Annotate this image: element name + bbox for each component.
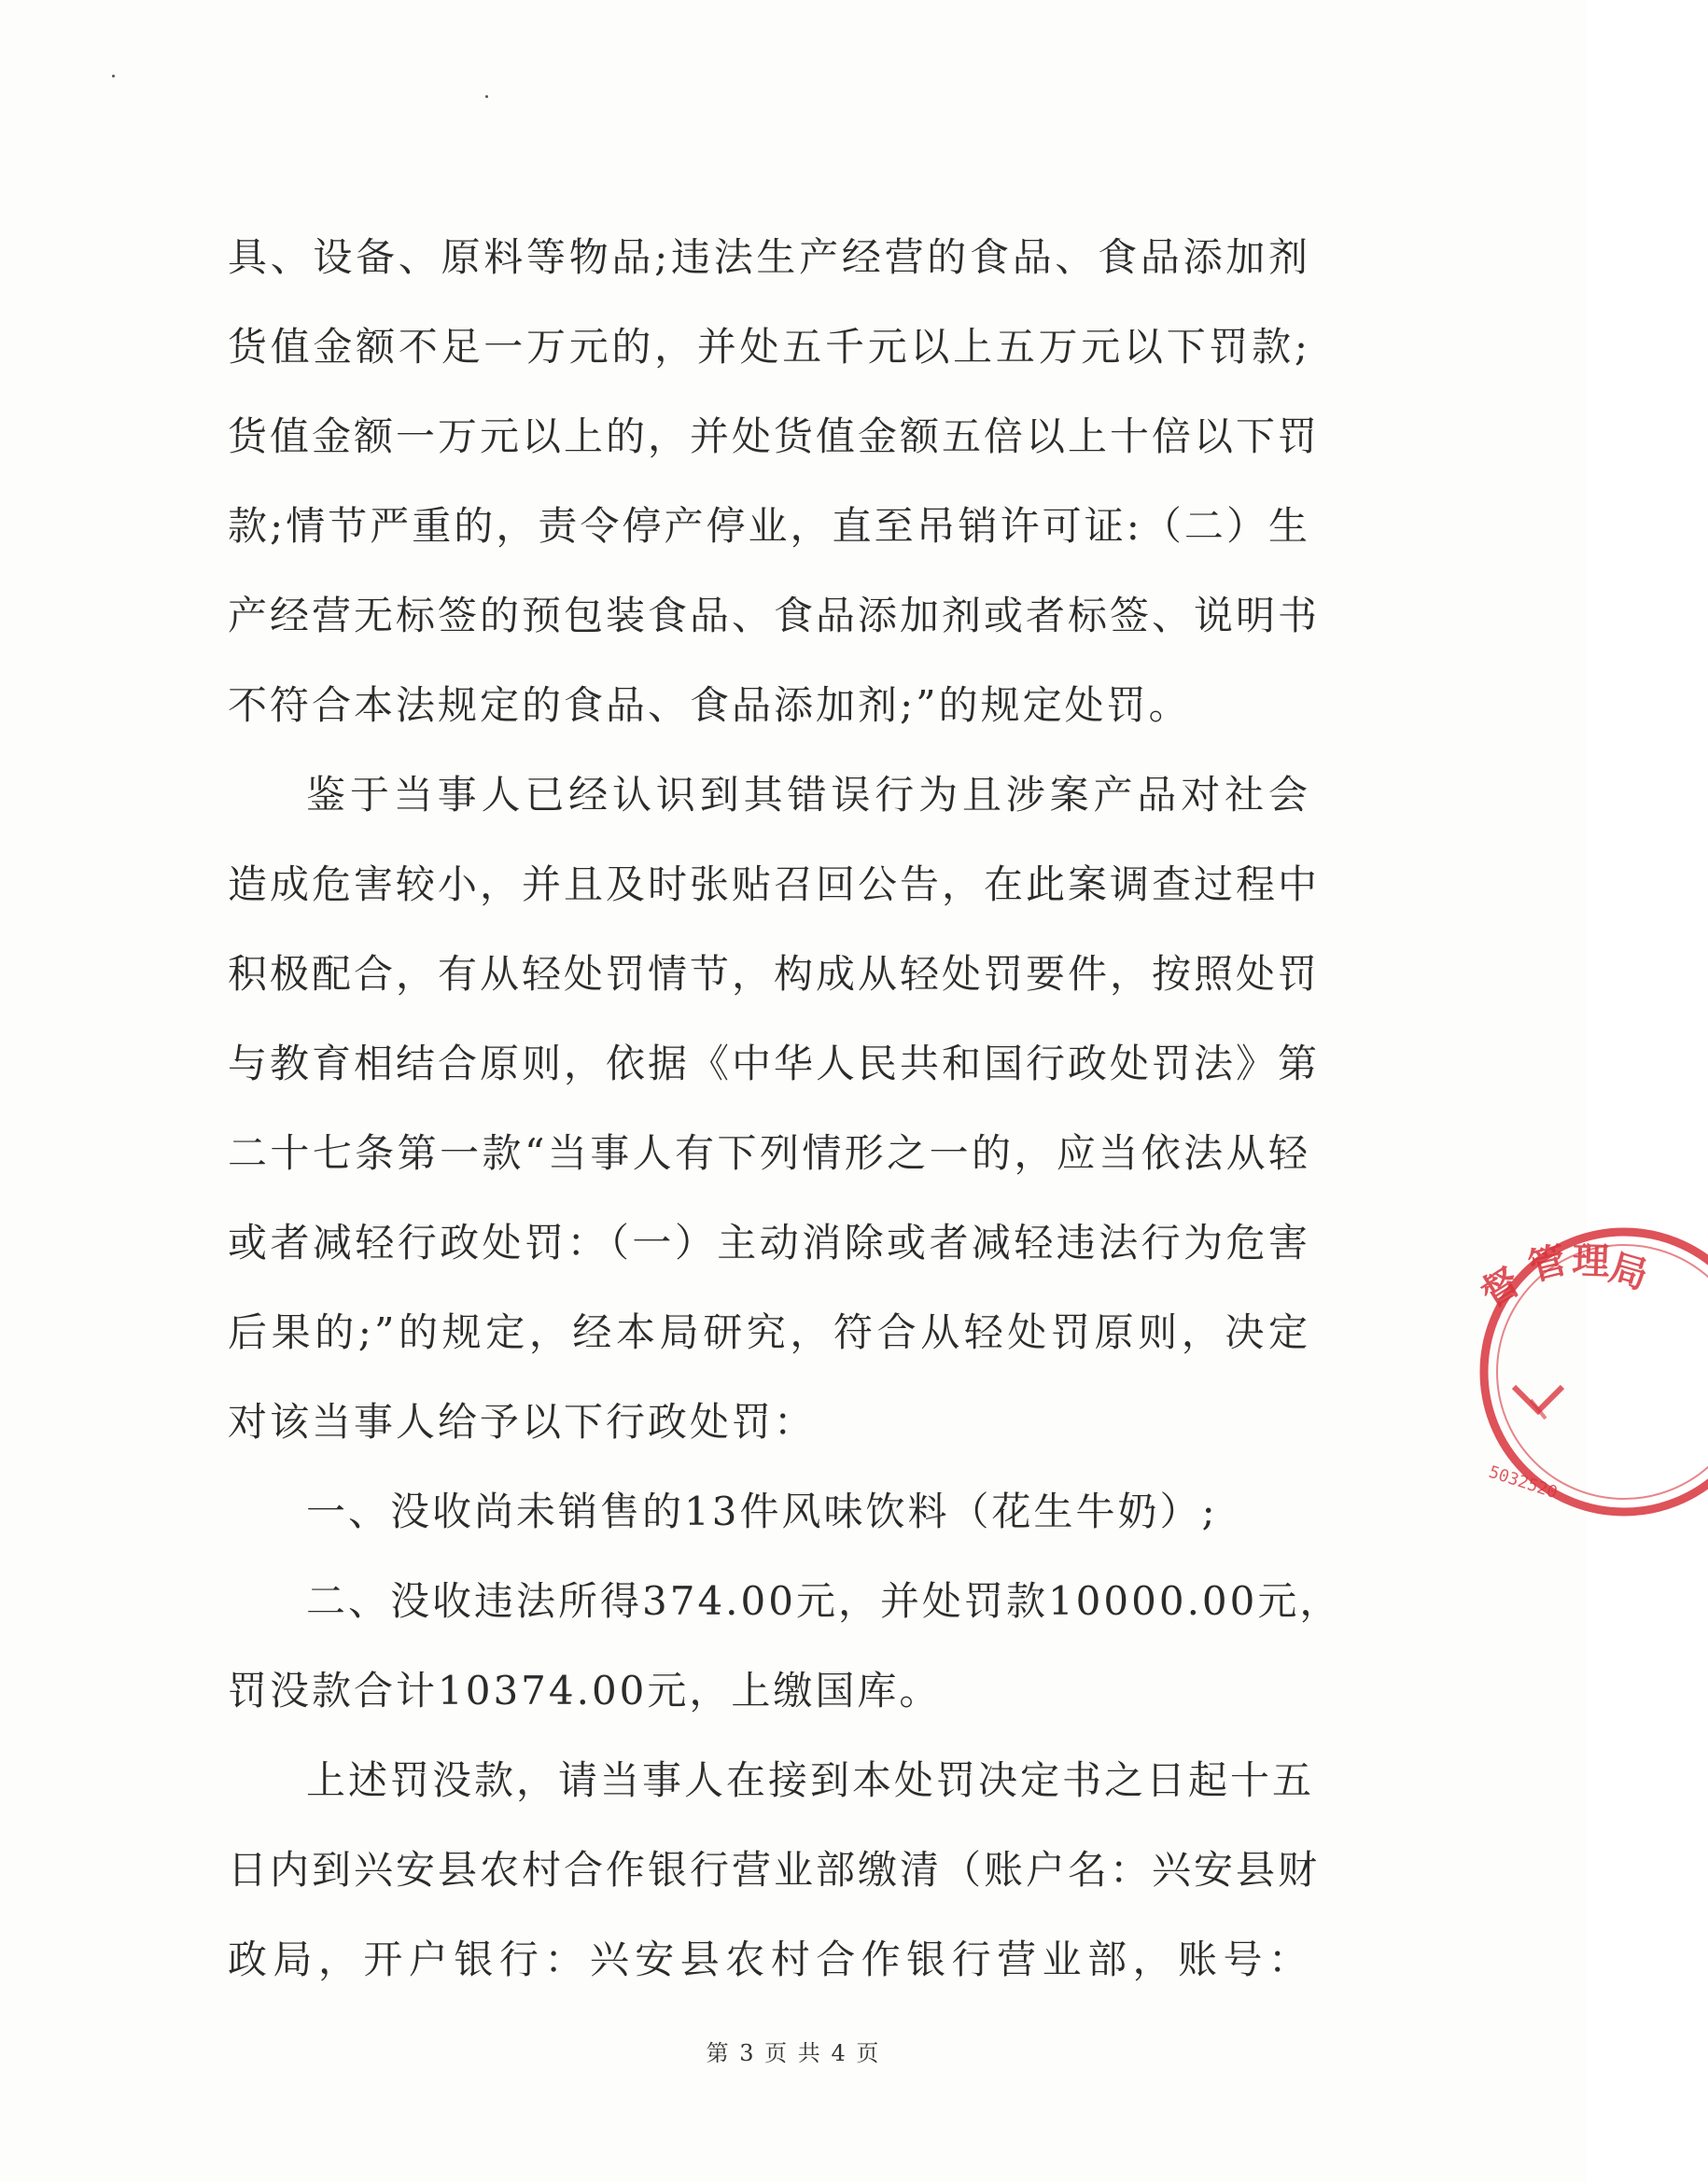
text-line: 对该当事人给予以下行政处罚： (228, 1399, 817, 1445)
text-line: 与教育相结合原则，依据《中华人民共和国行政处罚法》第 (228, 1041, 1321, 1086)
text-line: 积极配合，有从轻处罚情节，构成从轻处罚要件，按照处罚 (228, 951, 1321, 997)
penalty-item (228, 1467, 1310, 1557)
penalty-item (228, 1557, 1342, 1736)
paragraph (228, 750, 1321, 1467)
text-line: 具、设备、原料等物品;违法生产经营的食品、食品添加剂 (228, 234, 1310, 280)
page-number: 第 3 页 共 4 页 (706, 2040, 881, 2066)
svg-text:管: 管 (1524, 1238, 1572, 1290)
svg-text:理: 理 (1571, 1239, 1611, 1284)
svg-text:督: 督 (1473, 1260, 1529, 1317)
scan-speck (485, 95, 488, 98)
official-seal (1465, 1204, 1708, 1540)
text-line: 不符合本法规定的食品、食品添加剂;”的规定处罚。 (228, 682, 1191, 728)
text-line: 上述罚没款，请当事人在接到本处罚决定书之日起十五 (306, 1757, 1315, 1803)
scan-speck (112, 75, 115, 77)
paragraph (228, 1736, 1321, 2005)
text-line: 货值金额不足一万元的，并处五千元以上五万元以下罚款; (228, 324, 1310, 370)
text-line: 日内到兴安县农村合作银行营业部缴清（账户名：兴安县财 (228, 1847, 1321, 1893)
text-line: 产经营无标签的预包装食品、食品添加剂或者标签、说明书 (228, 593, 1321, 638)
text-line: 罚没款合计10374.00元，上缴国库。 (228, 1668, 942, 1713)
svg-text:局: 局 (1604, 1246, 1653, 1298)
text-line: 货值金额一万元以上的，并处货值金额五倍以上十倍以下罚 (228, 413, 1321, 459)
text-line: 政局，开户银行：兴安县农村合作银行营业部，账号： (228, 1937, 1310, 1982)
svg-text:5032520: 5032520 (1486, 1462, 1561, 1504)
text-line: 造成危害较小，并且及时张贴召回公告，在此案调查过程中 (228, 861, 1321, 907)
text-line: 款;情节严重的，责令停产停业，直至吊销许可证:（二）生 (228, 503, 1310, 549)
text-line: 二、没收违法所得374.00元，并处罚款10000.00元， (306, 1578, 1342, 1624)
text-line: 后果的;”的规定，经本局研究，符合从轻处罚原则，决定 (228, 1309, 1310, 1355)
document-body (228, 213, 1342, 2005)
paragraph (228, 213, 1321, 750)
text-line: 二十七条第一款“当事人有下列情形之一的，应当依法从轻 (228, 1130, 1310, 1176)
text-line: 一、没收尚未销售的13件风味饮料（花生牛奶）; (306, 1489, 1218, 1534)
text-line: 或者减轻行政处罚：（一）主动消除或者减轻违法行为危害 (228, 1220, 1310, 1266)
text-line: 鉴于当事人已经认识到其错误行为且涉案产品对社会 (306, 772, 1310, 818)
